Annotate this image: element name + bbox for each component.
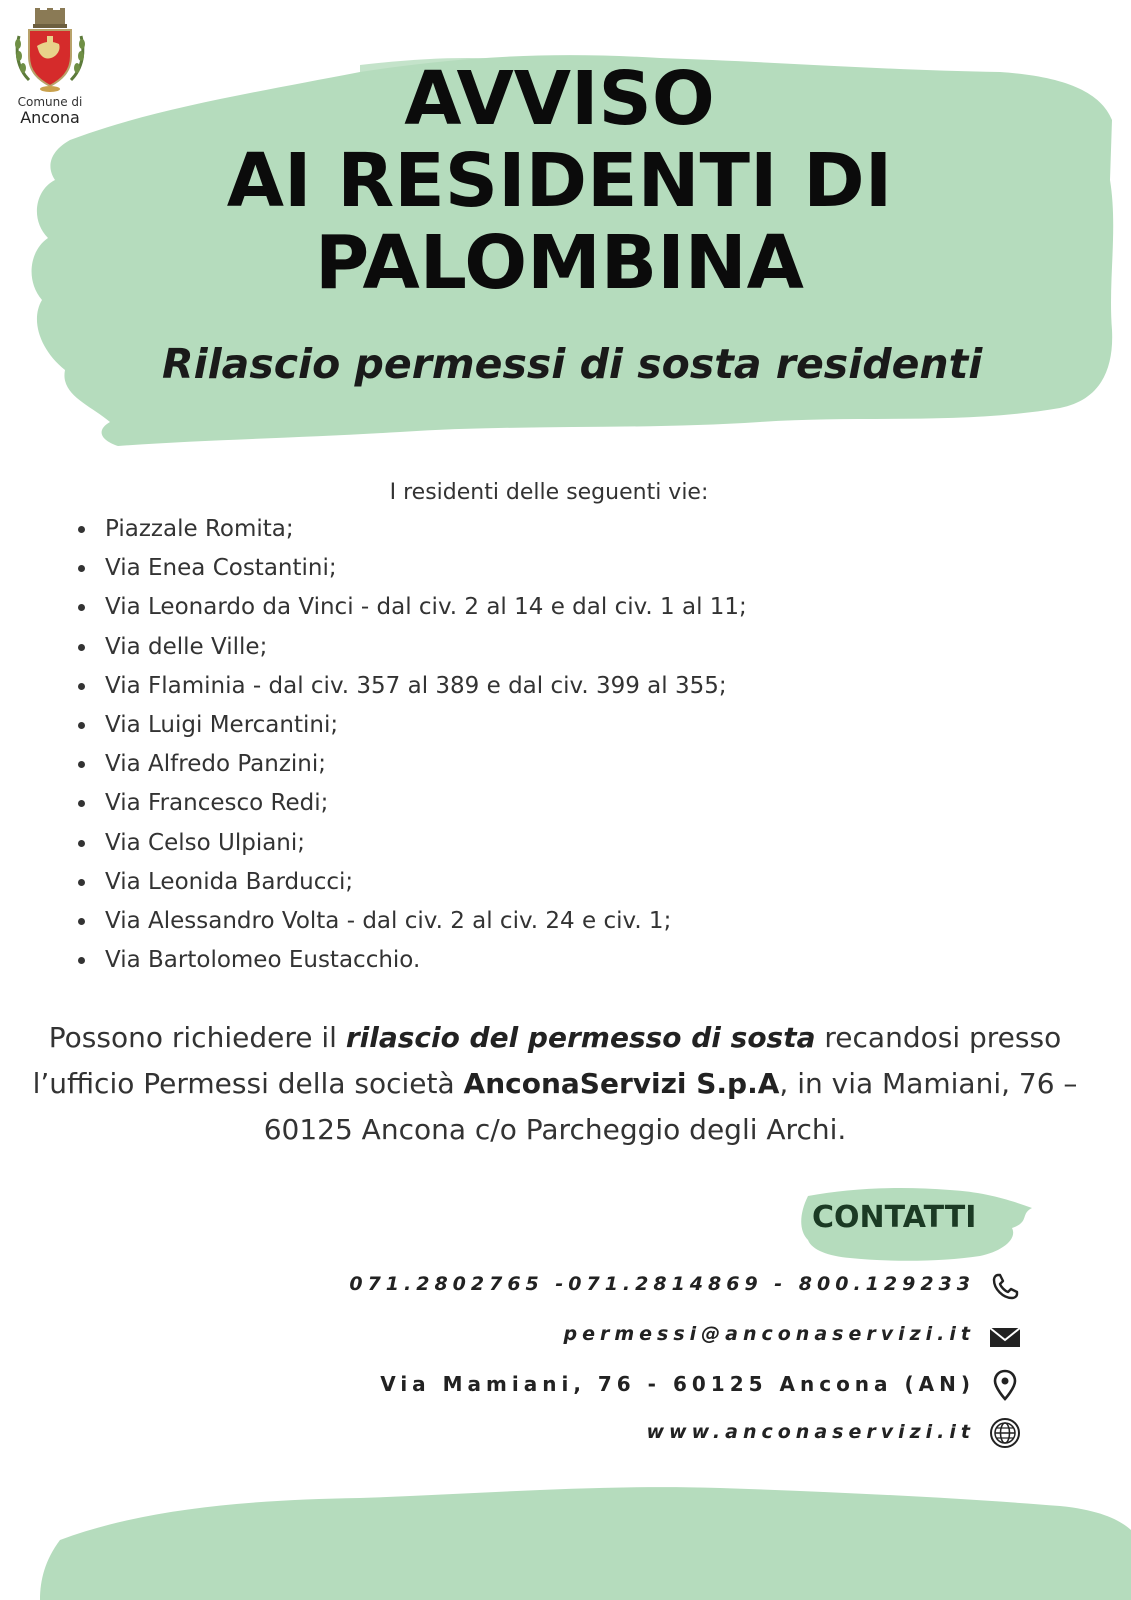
intro-text: I residenti delle seguenti vie: — [389, 480, 709, 505]
list-item: Via Bartolomeo Eustacchio. — [78, 945, 747, 984]
bullet-icon — [78, 800, 85, 807]
list-item: Via Luigi Mercantini; — [78, 710, 747, 749]
globe-icon — [988, 1416, 1022, 1450]
list-item: Via Leonida Barducci; — [78, 867, 747, 906]
bullet-icon — [78, 526, 85, 533]
bullet-icon — [78, 565, 85, 572]
contact-email[interactable]: permessi@anconaservizi.it — [563, 1323, 975, 1345]
list-item: Via Flaminia - dal civ. 357 al 389 e dal civ. 399 al 355; — [78, 671, 747, 710]
bullet-icon — [78, 761, 85, 768]
bullet-icon — [78, 957, 85, 964]
list-item: Via Leonardo da Vinci - dal civ. 2 al 14 e dal civ. 1 al 11; — [78, 592, 747, 631]
phone-icon — [988, 1270, 1022, 1304]
bullet-icon — [78, 918, 85, 925]
emphasis-permesso: rilascio del permesso di sosta — [345, 1021, 816, 1054]
contact-address: Via Mamiani, 76 - 60125 Ancona (AN) — [380, 1372, 975, 1396]
logo-line-ancona: Ancona — [20, 108, 80, 127]
info-paragraph: Possono richiedere il rilascio del permesso di sosta recandosi presso l’ufficio Permessi della società AnconaServizi S.p.A, in via Mamiani, 76 – 60125 Ancona c/o Parcheggio degli Archi. — [32, 1021, 1078, 1146]
list-item: Via Celso Ulpiani; — [78, 828, 747, 867]
list-item: Via Francesco Redi; — [78, 788, 747, 827]
bullet-icon — [78, 722, 85, 729]
bullet-icon — [78, 840, 85, 847]
contact-phone: 071.2802765 -071.2814869 - 800.129233 — [349, 1273, 975, 1295]
subtitle: Rilascio permessi di sosta residenti — [162, 340, 983, 388]
title-line-1: AVVISO — [404, 56, 715, 142]
footer-brush — [40, 1487, 1131, 1600]
title-line-2: AI RESIDENTI DI — [226, 138, 893, 224]
location-pin-icon — [988, 1368, 1022, 1402]
list-item: Via Alessandro Volta - dal civ. 2 al civ. 24 e civ. 1; — [78, 906, 747, 945]
contact-website[interactable]: www.anconaservizi.it — [646, 1421, 975, 1443]
company-name: AnconaServizi S.p.A — [463, 1067, 780, 1100]
bullet-icon — [78, 683, 85, 690]
bullet-icon — [78, 604, 85, 611]
list-item: Via Alfredo Panzini; — [78, 749, 747, 788]
list-item: Via delle Ville; — [78, 632, 747, 671]
logo-line-comune: Comune di — [17, 95, 83, 109]
page-title — [0, 58, 1131, 304]
list-item: Via Enea Costantini; — [78, 553, 747, 592]
contacts-heading: CONTATTI — [812, 1200, 977, 1235]
bullet-icon — [78, 879, 85, 886]
bullet-icon — [78, 644, 85, 651]
street-list — [78, 514, 747, 984]
title-line-3: PALOMBINA — [315, 220, 804, 306]
mail-icon — [988, 1320, 1022, 1354]
list-item: Piazzale Romita; — [78, 514, 747, 553]
